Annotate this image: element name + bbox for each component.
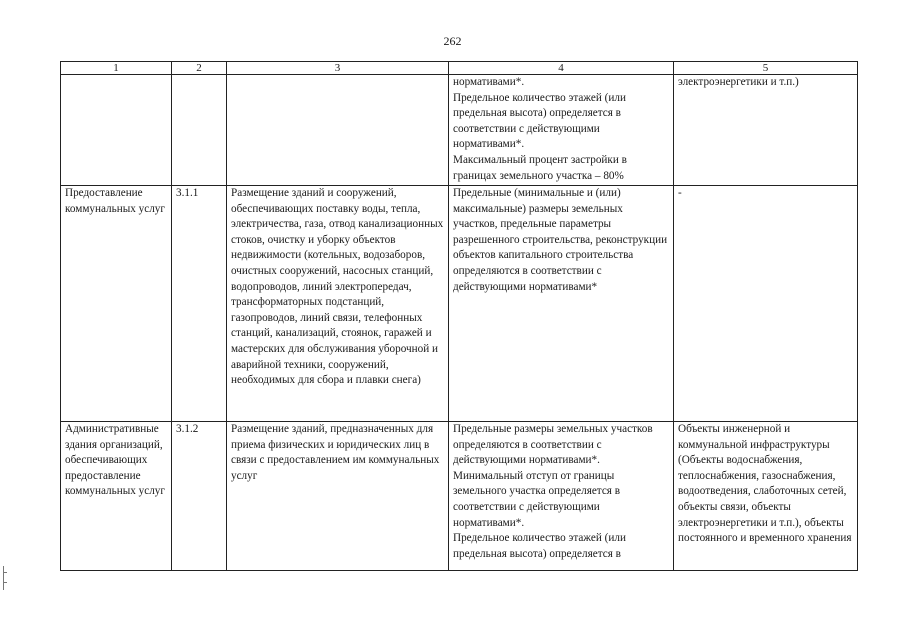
cell-auxiliary: электроэнергетики и т.п.) [674, 75, 858, 186]
table-row [61, 186, 858, 422]
cell-auxiliary: Объекты инженерной и коммунальной инфраструктуры (Объекты водоснабжения, теплоснабжения, газоснабжения, водоотведения, слаботочных сетей, объекты связи, объекты электроэнергетики и т.п.), объекты постоянного и временного хранения [674, 422, 858, 571]
scan-margin-marks [3, 566, 8, 590]
land-use-table [60, 61, 858, 571]
cell-code: 3.1.2 [172, 422, 227, 571]
header-cell-1: 1 [61, 62, 172, 75]
cell-description [227, 75, 449, 186]
cell-code [172, 75, 227, 186]
cell-parameters: Предельные размеры земельных участков определяются в соответствии с действующими нормативами*. Минимальный отступ от границы земельного участка определяется в соответствии с действующими нормативами*. Предельное количество этажей (или предельная высота) определяется в [449, 422, 674, 571]
cell-description: Размещение зданий и сооружений, обеспечивающих поставку воды, тепла, электричества, газа, отвод канализационных стоков, очистку и уборку объектов недвижимости (котельных, водозаборов, очистных сооружений, насосных станций, водопроводов, линий электропередач, трансформаторных подстанций, газопроводов, линий связи, телефонных станций, канализаций, стоянок, гаражей и мастерских для обслуживания уборочной и аварийной техники, сооружений, необходимых для сбора и плавки снега) [227, 186, 449, 422]
cell-auxiliary: - [674, 186, 858, 422]
header-row [61, 62, 858, 75]
header-cell-2: 2 [172, 62, 227, 75]
cell-code: 3.1.1 [172, 186, 227, 422]
cell-parameters: нормативами*. Предельное количество этажей (или предельная высота) определяется в соответствии с действующими нормативами*. Максимальный процент застройки в границах земельного участка – 80% [449, 75, 674, 186]
cell-type-name: Административные здания организаций, обеспечивающих предоставление коммунальных услуг [61, 422, 172, 571]
header-cell-4: 4 [449, 62, 674, 75]
table-row [61, 422, 858, 571]
header-cell-3: 3 [227, 62, 449, 75]
page-number: 262 [443, 34, 462, 48]
cell-type-name [61, 75, 172, 186]
cell-type-name: Предоставление коммунальных услуг [61, 186, 172, 422]
header-cell-5: 5 [674, 62, 858, 75]
cell-description: Размещение зданий, предназначенных для приема физических и юридических лиц в связи с предоставлением им коммунальных услуг [227, 422, 449, 571]
table-row [61, 75, 858, 186]
cell-parameters: Предельные (минимальные и (или) максимальные) размеры земельных участков, предельные параметры разрешенного строительства, реконструкции объектов капитального строительства определяются в соответствии с действующими нормативами* [449, 186, 674, 422]
